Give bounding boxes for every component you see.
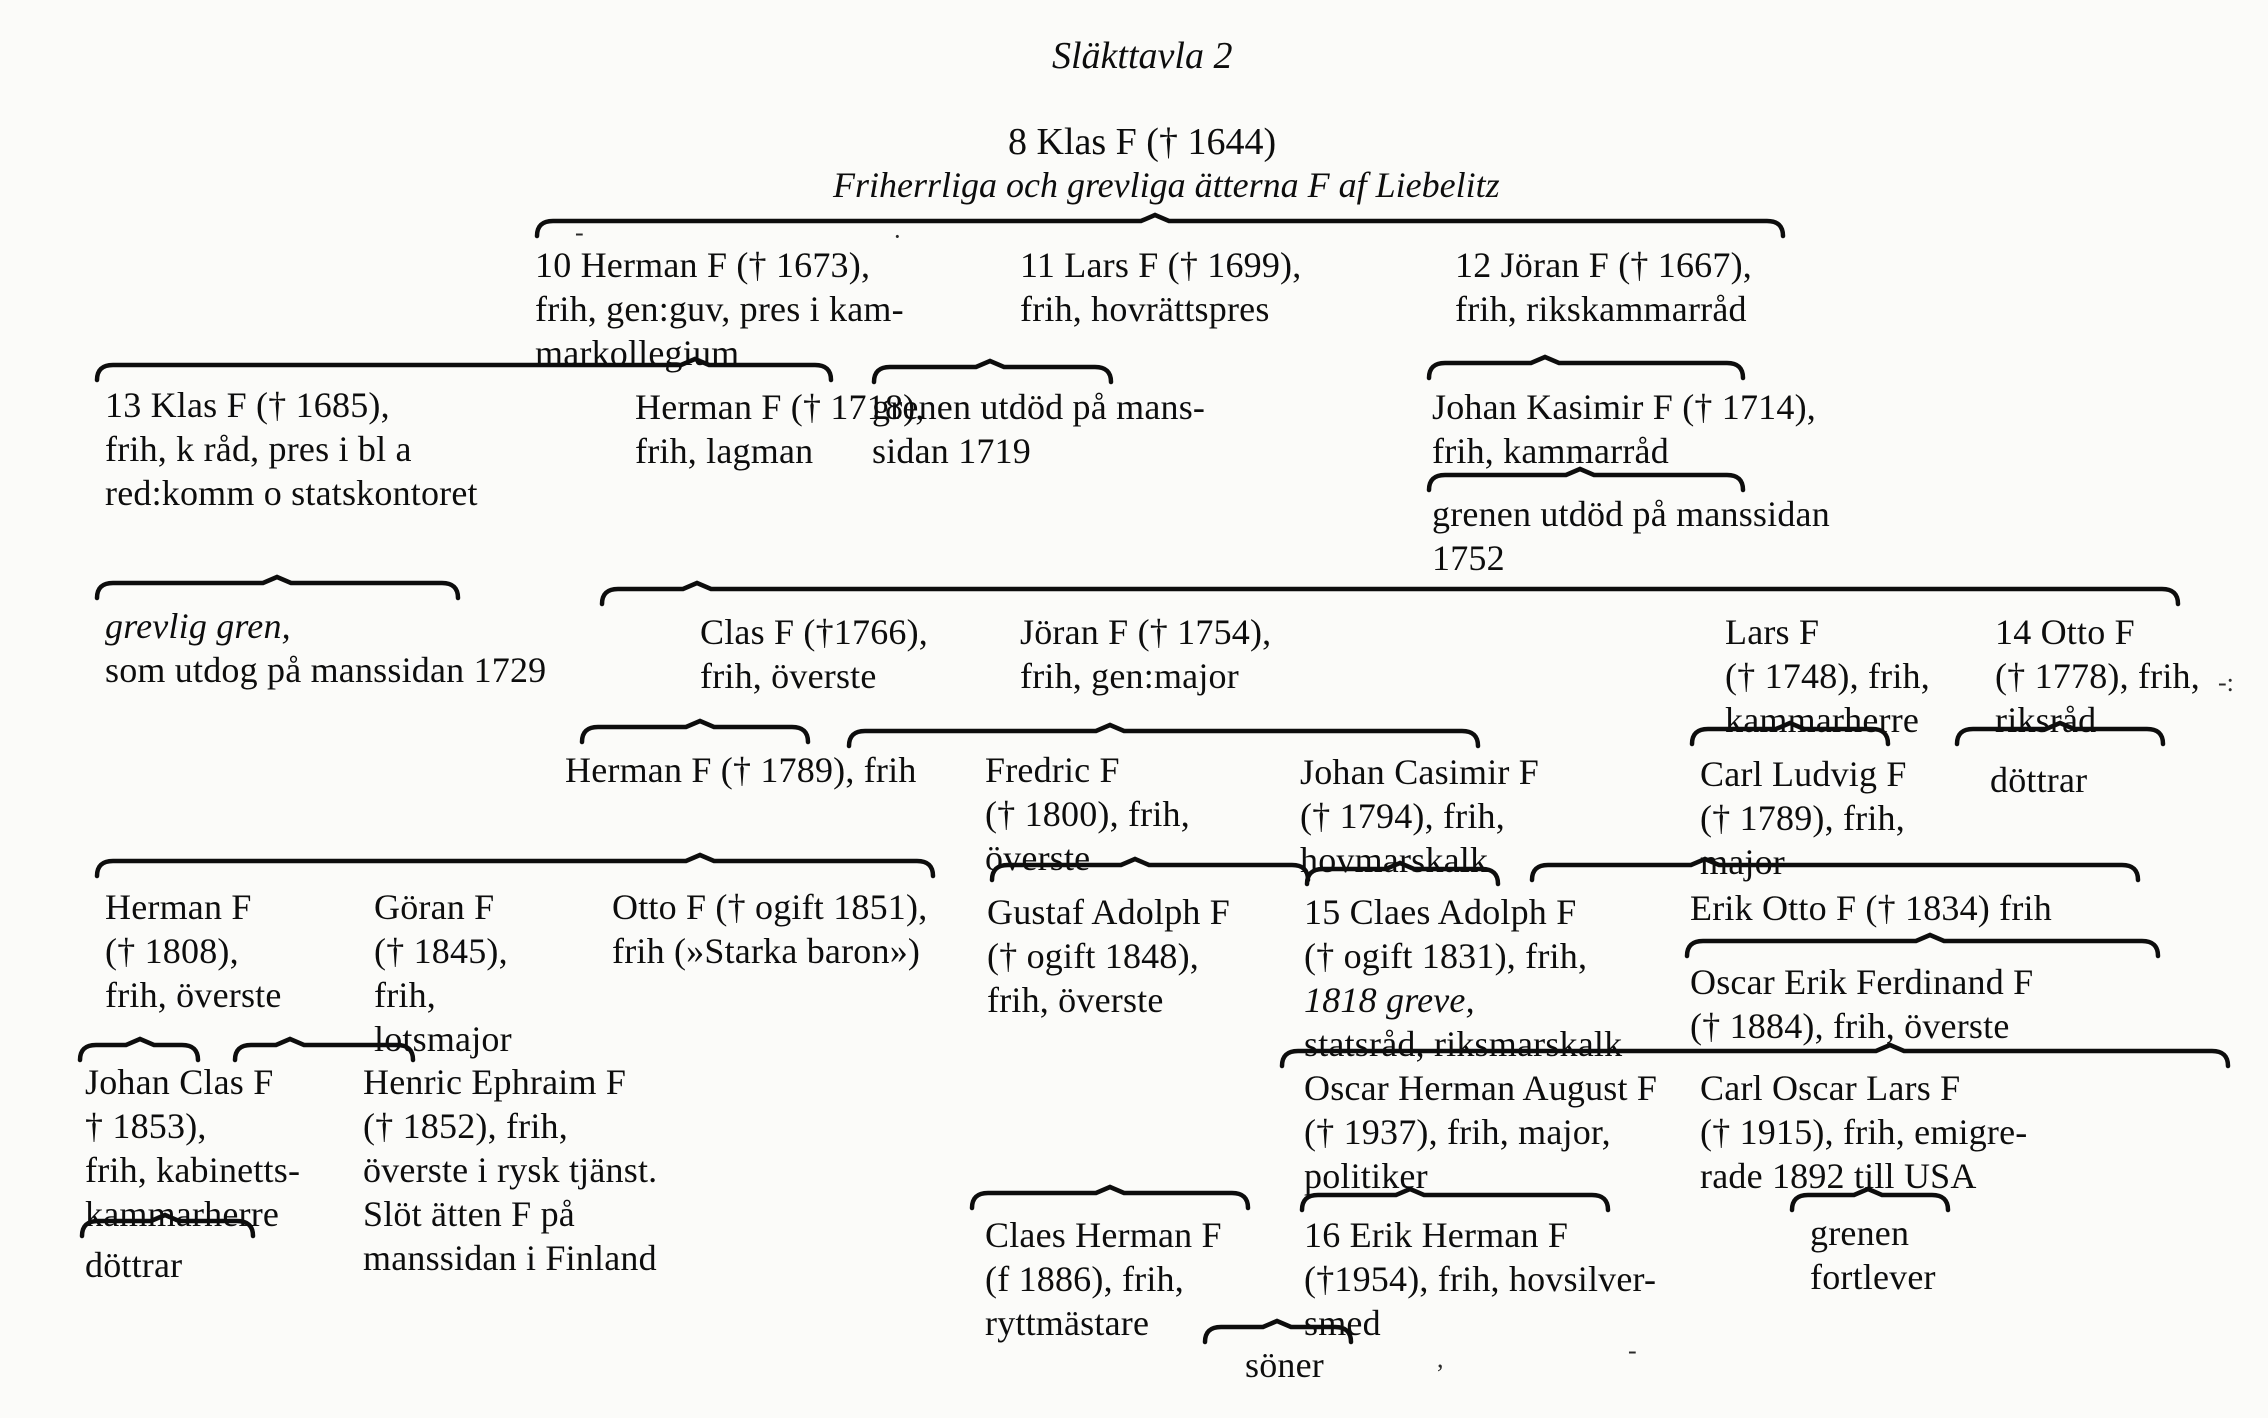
- brace-oscar-herman-august: [1300, 1188, 1610, 1212]
- person-line: 15 Claes Adolph F: [1304, 892, 1577, 932]
- person-line: frih, hovrättspres: [1020, 289, 1270, 329]
- brace-oscar-erik-ferdinand: [1280, 1044, 2230, 1068]
- brace-herman-1718: [600, 582, 2180, 606]
- brace-herman-1673: [95, 358, 833, 382]
- person-line: sidan 1719: [872, 431, 1031, 471]
- person-line: 16 Erik Herman F: [1304, 1215, 1569, 1255]
- brace-lars-1699: [872, 360, 1113, 384]
- person-line: Henric Ephraim F: [363, 1062, 627, 1102]
- person-line: 13 Klas F († 1685),: [105, 385, 390, 425]
- person-line: Oscar Erik Ferdinand F: [1690, 962, 2034, 1002]
- person-line: Gustaf Adolph F: [987, 892, 1231, 932]
- brace-joran-1667: [1427, 356, 1745, 380]
- person-line: kammarherre: [1725, 700, 1920, 740]
- person-line: Herman F: [105, 887, 252, 927]
- person-block-herman-f-1673: [535, 243, 904, 375]
- brace-otto-1778: [1955, 722, 2165, 746]
- person-line: Göran F: [374, 887, 495, 927]
- person-line: frih, överste: [700, 656, 877, 696]
- person-block-oscar-erik-ferdinand-f-1884: [1690, 960, 2033, 1048]
- person-line: Claes Herman F: [985, 1215, 1222, 1255]
- person-line: († 1778), frih,: [1995, 656, 2200, 696]
- person-line: frih, överste: [105, 975, 282, 1015]
- person-block-klas-f-1685: [105, 383, 478, 515]
- person-line: 10 Herman F († 1673),: [535, 245, 871, 285]
- person-line: lotsmajor: [374, 1019, 512, 1059]
- person-line: fortlever: [1810, 1257, 1936, 1297]
- person-line: Slöt ätten F på: [363, 1194, 575, 1234]
- person-line: markollegium: [535, 333, 740, 373]
- person-block-erik-otto-f-1834: [1690, 886, 2052, 930]
- scan-artifact: -:: [2218, 668, 2234, 697]
- brace-clas-1766: [580, 720, 810, 744]
- person-block-goran-f-1845: [374, 885, 512, 1061]
- person-line: Carl Oscar Lars F: [1700, 1068, 1961, 1108]
- person-line: frih (»Starka baron»): [612, 931, 921, 971]
- person-line: 14 Otto F: [1995, 612, 2135, 652]
- person-line: grevlig gren,: [105, 606, 291, 646]
- person-line: hovmarskalk: [1300, 840, 1489, 880]
- person-line: († 1937), frih, major,: [1304, 1112, 1611, 1152]
- brace-claes-herman-parent: [970, 1186, 1250, 1210]
- person-line: († ogift 1831), frih,: [1304, 936, 1588, 976]
- person-line: manssidan i Finland: [363, 1238, 657, 1278]
- person-block-johan-clas-f-1853: [85, 1060, 300, 1236]
- person-line: Jöran F († 1754),: [1020, 612, 1272, 652]
- person-line: frih, överste: [987, 980, 1164, 1020]
- person-block-henric-ephraim-f-1852: [363, 1060, 657, 1280]
- person-line: överste i rysk tjänst.: [363, 1150, 658, 1190]
- person-block-joran-f-1667: [1455, 243, 1752, 331]
- person-line: red:komm o statskontoret: [105, 473, 478, 513]
- person-block-gren-utdod-1719: [872, 385, 1205, 473]
- person-block-grevlig-gren: [105, 604, 546, 692]
- person-line: söner: [1245, 1345, 1324, 1385]
- person-line: († 1808),: [105, 931, 239, 971]
- person-block-herman-f-1789: [565, 748, 917, 792]
- scan-artifact: ,: [1437, 1344, 1444, 1373]
- person-line: riksråd: [1995, 700, 2097, 740]
- person-line: frih, k råd, pres i bl a: [105, 429, 412, 469]
- root-person: 8 Klas F († 1644): [1008, 121, 1277, 163]
- person-line: frih, gen:guv, pres i kam-: [535, 289, 904, 329]
- person-line: Otto F († ogift 1851),: [612, 887, 928, 927]
- person-line: († 1800), frih,: [985, 794, 1190, 834]
- person-line: († 1845),: [374, 931, 508, 971]
- person-line: † 1853),: [85, 1106, 207, 1146]
- person-line: kammarherre: [85, 1194, 280, 1234]
- brace-carl-ludvig-1789: [1530, 858, 2140, 882]
- person-line: († 1884), frih, överste: [1690, 1006, 2010, 1046]
- person-line: frih, rikskammarråd: [1455, 289, 1747, 329]
- person-line: frih, kammarråd: [1432, 431, 1669, 471]
- person-block-claes-herman-f-1886: [985, 1213, 1222, 1345]
- brace-herman-1789: [95, 854, 935, 878]
- person-line: Clas F (†1766),: [700, 612, 928, 652]
- person-line: († 1852), frih,: [363, 1106, 568, 1146]
- brace-root: [535, 214, 1785, 238]
- person-line: († 1915), frih, emigre-: [1700, 1112, 2028, 1152]
- person-line: som utdog på manssidan 1729: [105, 650, 547, 690]
- person-block-lars-f-1699: [1020, 243, 1301, 331]
- person-block-clas-f-1766: [700, 610, 928, 698]
- person-line: Johan Casimir F: [1300, 752, 1540, 792]
- person-line: Herman F († 1789), frih: [565, 750, 917, 790]
- person-line: Erik Otto F († 1834) frih: [1690, 888, 2052, 928]
- page-title: Släkttavla 2: [1052, 35, 1233, 77]
- person-line: Oscar Herman August F: [1304, 1068, 1658, 1108]
- root-subtitle: Friherrliga och grevliga ätterna F af Liebelitz: [833, 165, 1500, 205]
- person-line: frih, gen:major: [1020, 656, 1239, 696]
- person-line: grenen: [1810, 1213, 1910, 1253]
- person-line: Johan Clas F: [85, 1062, 274, 1102]
- scan-artifact: ·: [893, 222, 902, 251]
- brace-goran-1845: [233, 1038, 415, 1062]
- person-block-oscar-herman-august-f-1937: [1304, 1066, 1657, 1198]
- person-block-otto-f-1851: [612, 885, 927, 973]
- person-block-carl-oscar-lars-f-1915: [1700, 1066, 2028, 1198]
- person-line: rade 1892 till USA: [1700, 1156, 1977, 1196]
- person-line: frih, lagman: [635, 431, 814, 471]
- person-line: ryttmästare: [985, 1303, 1150, 1343]
- person-line: döttrar: [1990, 760, 2088, 800]
- person-line: Herman F († 1718),: [635, 387, 925, 427]
- person-line: (f 1886), frih,: [985, 1259, 1184, 1299]
- brace-herman-1808: [78, 1038, 200, 1062]
- person-line: major: [1700, 842, 1785, 882]
- brace-lars-1748: [1690, 722, 1890, 746]
- person-block-gren-utdod-1752: [1432, 492, 1830, 580]
- person-block-herman-f-1808: [105, 885, 282, 1017]
- brace-fredric-1800: [990, 858, 1310, 882]
- person-block-erik-herman-f-1954: [1304, 1213, 1656, 1345]
- person-block-claes-adolph-f-1831: [1304, 890, 1622, 1066]
- person-line: smed: [1304, 1303, 1381, 1343]
- person-block-gustaf-adolph-f-1848: [987, 890, 1230, 1022]
- person-block-dottrar-johan-clas: [85, 1243, 182, 1287]
- person-line: († ogift 1848),: [987, 936, 1199, 976]
- brace-erik-herman-1954: [1203, 1320, 1353, 1344]
- person-line: Carl Ludvig F: [1700, 754, 1907, 794]
- brace-johan-casimir-1794: [1305, 862, 1500, 886]
- person-line: Johan Kasimir F († 1714),: [1432, 387, 1816, 427]
- brace-klas-1685: [95, 576, 460, 600]
- person-line: statsråd, riksmarskalk: [1304, 1024, 1623, 1064]
- person-line: grenen utdöd på mans-: [872, 387, 1206, 427]
- person-line: 1818 greve,: [1304, 980, 1475, 1020]
- person-line: († 1748), frih,: [1725, 656, 1930, 696]
- person-line: 1752: [1432, 538, 1505, 578]
- person-block-soner: [1245, 1343, 1324, 1387]
- brace-carl-oscar-lars: [1790, 1188, 1950, 1212]
- person-line: frih,: [374, 975, 436, 1015]
- scan-artifact: -: [1628, 1336, 1637, 1365]
- brace-joran-1754: [847, 724, 1480, 748]
- scan-artifact: -: [575, 218, 584, 247]
- person-line: 11 Lars F († 1699),: [1020, 245, 1302, 285]
- person-line: politiker: [1304, 1156, 1428, 1196]
- brace-johan-kasimir: [1427, 468, 1745, 492]
- person-block-grenen-fortlever: [1810, 1211, 1936, 1299]
- person-line: Lars F: [1725, 612, 1820, 652]
- person-block-dottrar-otto: [1990, 758, 2087, 802]
- person-line: (†1954), frih, hovsilver-: [1304, 1259, 1657, 1299]
- person-line: Fredric F: [985, 750, 1120, 790]
- person-line: grenen utdöd på manssidan: [1432, 494, 1830, 534]
- person-line: († 1794), frih,: [1300, 796, 1505, 836]
- person-block-joran-f-1754: [1020, 610, 1271, 698]
- person-line: överste: [985, 838, 1091, 878]
- person-line: frih, kabinetts-: [85, 1150, 301, 1190]
- person-line: 12 Jöran F († 1667),: [1455, 245, 1752, 285]
- person-line: döttrar: [85, 1245, 183, 1285]
- brace-johan-clas-1853: [80, 1214, 255, 1238]
- brace-erik-otto-1834: [1685, 934, 2160, 958]
- person-block-johan-kasimir-f-1714: [1432, 385, 1816, 473]
- person-line: († 1789), frih,: [1700, 798, 1905, 838]
